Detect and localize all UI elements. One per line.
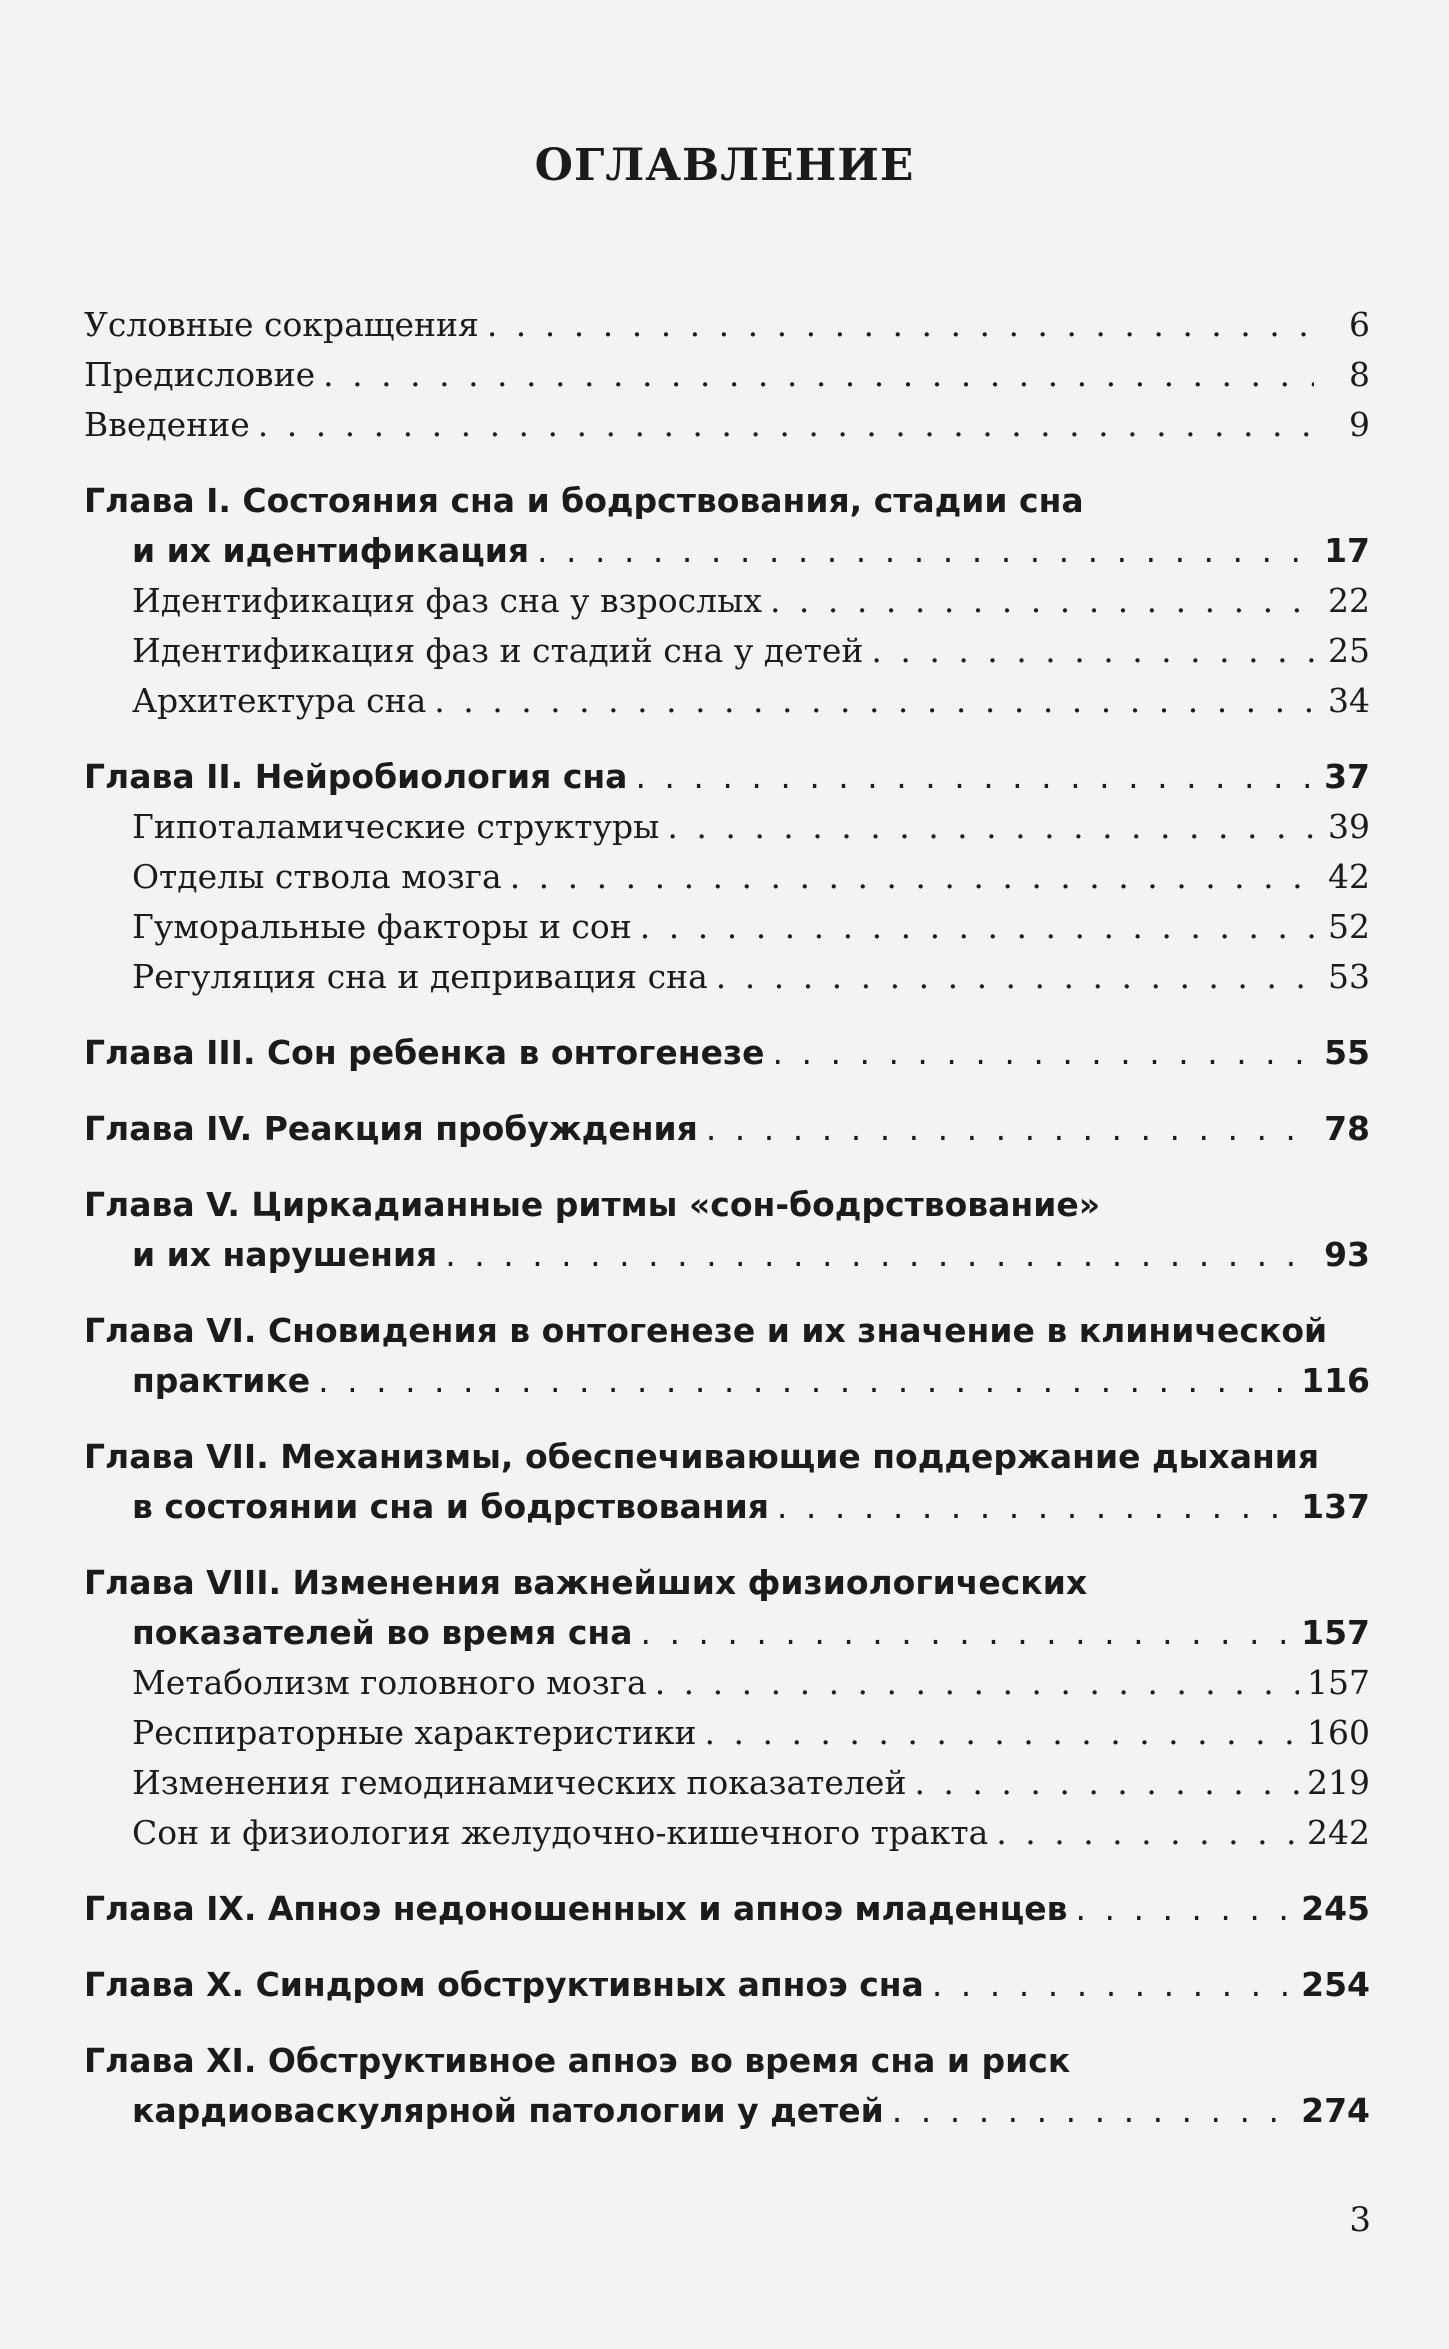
- toc-chapter-label: практике: [132, 1361, 311, 1400]
- toc-leader-dots: [914, 1758, 1299, 1808]
- toc-entry-page: 17: [1324, 531, 1370, 570]
- toc-leader-dots: [635, 752, 1314, 802]
- toc-leader-dots: [871, 626, 1314, 676]
- toc-leader-dots: [892, 2086, 1293, 2136]
- toc-subentry: [84, 802, 1370, 852]
- toc-entry-page: 157: [1301, 1613, 1370, 1652]
- toc-entry-page: 116: [1301, 1361, 1370, 1400]
- toc-subentry: [84, 1658, 1370, 1708]
- toc-chapter-label: показателей во время сна: [132, 1613, 633, 1652]
- toc-entry-page: 8: [1349, 355, 1370, 394]
- toc-chapter-label: Глава III. Сон ребенка в онтогенезе: [84, 1033, 765, 1072]
- toc-chapter-title: [84, 1180, 1370, 1230]
- toc-chapter-entry: [84, 2086, 1370, 2136]
- toc-leader-dots: [510, 852, 1314, 902]
- toc-leader-dots: [773, 1028, 1314, 1078]
- toc-subentry: [84, 1758, 1370, 1808]
- toc-subentry-label: Респираторные характеристики: [132, 1713, 697, 1752]
- toc-chapter-label: Глава II. Нейробиология сна: [84, 757, 628, 796]
- toc-chapter-entry: [84, 1608, 1370, 1658]
- toc-subentry: [84, 852, 1370, 902]
- toc-leader-dots: [667, 802, 1314, 852]
- toc-leader-dots: [640, 1608, 1293, 1658]
- toc-entry-page: 37: [1324, 757, 1370, 796]
- toc-entry-page: 34: [1328, 681, 1370, 720]
- toc-chapter-entry: [84, 1960, 1370, 2010]
- toc-leader-dots: [434, 676, 1314, 726]
- toc-chapter-title: [84, 476, 1370, 526]
- toc-subentry: [84, 952, 1370, 1002]
- toc-leader-dots: [445, 1230, 1314, 1280]
- toc-entry-page: 137: [1301, 1487, 1370, 1526]
- toc-chapter-title: [84, 1558, 1370, 1608]
- toc-entry-page: 242: [1307, 1813, 1370, 1852]
- toc-leader-dots: [706, 1104, 1314, 1154]
- toc-subentry: [84, 1708, 1370, 1758]
- toc-entry-page: 25: [1328, 631, 1370, 670]
- toc-chapter-entry: [84, 1482, 1370, 1532]
- toc-entry-page: 39: [1328, 807, 1370, 846]
- toc-entry-page: 219: [1307, 1763, 1370, 1802]
- toc-chapter-entry: [84, 1230, 1370, 1280]
- toc-leader-dots: [770, 576, 1314, 626]
- toc-entry-page: 93: [1324, 1235, 1370, 1274]
- toc-subentry-label: Изменения гемодинамических показателей: [132, 1763, 907, 1802]
- toc-leader-dots: [1076, 1884, 1294, 1934]
- toc-entry-page: 6: [1349, 305, 1370, 344]
- toc-subentry-label: Регуляция сна и депривация сна: [132, 957, 708, 996]
- toc-entry: [84, 350, 1370, 400]
- toc-subentry-label: Метаболизм головного мозга: [132, 1663, 647, 1702]
- toc-entry-page: 9: [1349, 405, 1370, 444]
- toc-entry: [84, 300, 1370, 350]
- toc-entry-page: 274: [1301, 2091, 1370, 2130]
- toc-leader-dots: [323, 350, 1314, 400]
- toc-subentry-label: Гуморальные факторы и сон: [132, 907, 632, 946]
- toc-entry-page: 22: [1328, 581, 1370, 620]
- page-number: 3: [1349, 2200, 1371, 2240]
- toc-chapter-label: кардиоваскулярной патологии у детей: [132, 2091, 884, 2130]
- toc-leader-dots: [258, 400, 1314, 450]
- toc-entry: [84, 400, 1370, 450]
- toc-leader-dots: [996, 1808, 1299, 1858]
- toc-chapter-entry: [84, 1104, 1370, 1154]
- toc-chapter-entry: [84, 1884, 1370, 1934]
- toc-entry-page: 160: [1307, 1713, 1370, 1752]
- toc-leader-dots: [487, 300, 1314, 350]
- toc-leader-dots: [655, 1658, 1299, 1708]
- toc-leader-dots: [932, 1960, 1293, 2010]
- toc-subentry: [84, 902, 1370, 952]
- toc-subentry-label: Отделы ствола мозга: [132, 857, 502, 896]
- toc-entry-page: 245: [1301, 1889, 1370, 1928]
- toc-subentry-label: Идентификация фаз сна у взрослых: [132, 581, 762, 620]
- toc-chapter-label: в состоянии сна и бодрствования: [132, 1487, 769, 1526]
- toc-chapter-entry: [84, 752, 1370, 802]
- toc-chapter-title: [84, 1432, 1370, 1482]
- toc-chapter-label: Глава IX. Апноэ недоношенных и апноэ младенцев: [84, 1889, 1068, 1928]
- toc-entry-page: 55: [1324, 1033, 1370, 1072]
- toc-entry-page: 53: [1328, 957, 1370, 996]
- toc-subentry: [84, 576, 1370, 626]
- toc-subentry: [84, 676, 1370, 726]
- toc-subentry-label: Архитектура сна: [132, 681, 427, 720]
- toc-entry-label: Предисловие: [84, 355, 316, 394]
- toc-entry-page: 157: [1307, 1663, 1370, 1702]
- toc-chapter-title: [84, 2036, 1370, 2086]
- toc-entry-page: 52: [1328, 907, 1370, 946]
- toc-entry-page: 42: [1328, 857, 1370, 896]
- toc-leader-dots: [777, 1482, 1293, 1532]
- toc-leader-dots: [640, 902, 1314, 952]
- table-of-contents: [84, 300, 1370, 2136]
- toc-subentry: [84, 1808, 1370, 1858]
- toc-subentry-label: Сон и физиология желудочно-кишечного тракта: [132, 1813, 989, 1852]
- toc-subentry: [84, 626, 1370, 676]
- toc-chapter-title: [84, 1306, 1370, 1356]
- page-title: ОГЛАВЛЕНИЕ: [534, 140, 915, 191]
- toc-entry-page: 254: [1301, 1965, 1370, 2004]
- toc-chapter-label: Глава VII. Механизмы, обеспечивающие поддержание дыхания: [84, 1437, 1320, 1476]
- toc-entry-label: Введение: [84, 405, 250, 444]
- toc-chapter-entry: [84, 1028, 1370, 1078]
- toc-chapter-label: и их нарушения: [132, 1235, 438, 1274]
- toc-entry-label: Условные сокращения: [84, 305, 479, 344]
- toc-subentry-label: Гипоталамические структуры: [132, 807, 660, 846]
- toc-chapter-label: Глава X. Синдром обструктивных апноэ сна: [84, 1965, 924, 2004]
- toc-entry-page: 78: [1324, 1109, 1370, 1148]
- toc-chapter-label: Глава V. Циркадианные ритмы «сон-бодрствование»: [84, 1185, 1101, 1224]
- toc-leader-dots: [716, 952, 1314, 1002]
- toc-chapter-label: Глава VI. Сновидения в онтогенезе и их значение в клинической: [84, 1311, 1328, 1350]
- toc-chapter-label: Глава I. Состояния сна и бодрствования, стадии сна: [84, 481, 1084, 520]
- toc-chapter-label: Глава XI. Обструктивное апноэ во время сна и риск: [84, 2041, 1071, 2080]
- toc-subentry-label: Идентификация фаз и стадий сна у детей: [132, 631, 864, 670]
- toc-chapter-entry: [84, 1356, 1370, 1406]
- toc-leader-dots: [537, 526, 1314, 576]
- toc-leader-dots: [318, 1356, 1293, 1406]
- toc-leader-dots: [705, 1708, 1300, 1758]
- toc-chapter-label: Глава VIII. Изменения важнейших физиологических: [84, 1563, 1088, 1602]
- toc-chapter-entry: [84, 526, 1370, 576]
- toc-chapter-label: Глава IV. Реакция пробуждения: [84, 1109, 698, 1148]
- toc-chapter-label: и их идентификация: [132, 531, 530, 570]
